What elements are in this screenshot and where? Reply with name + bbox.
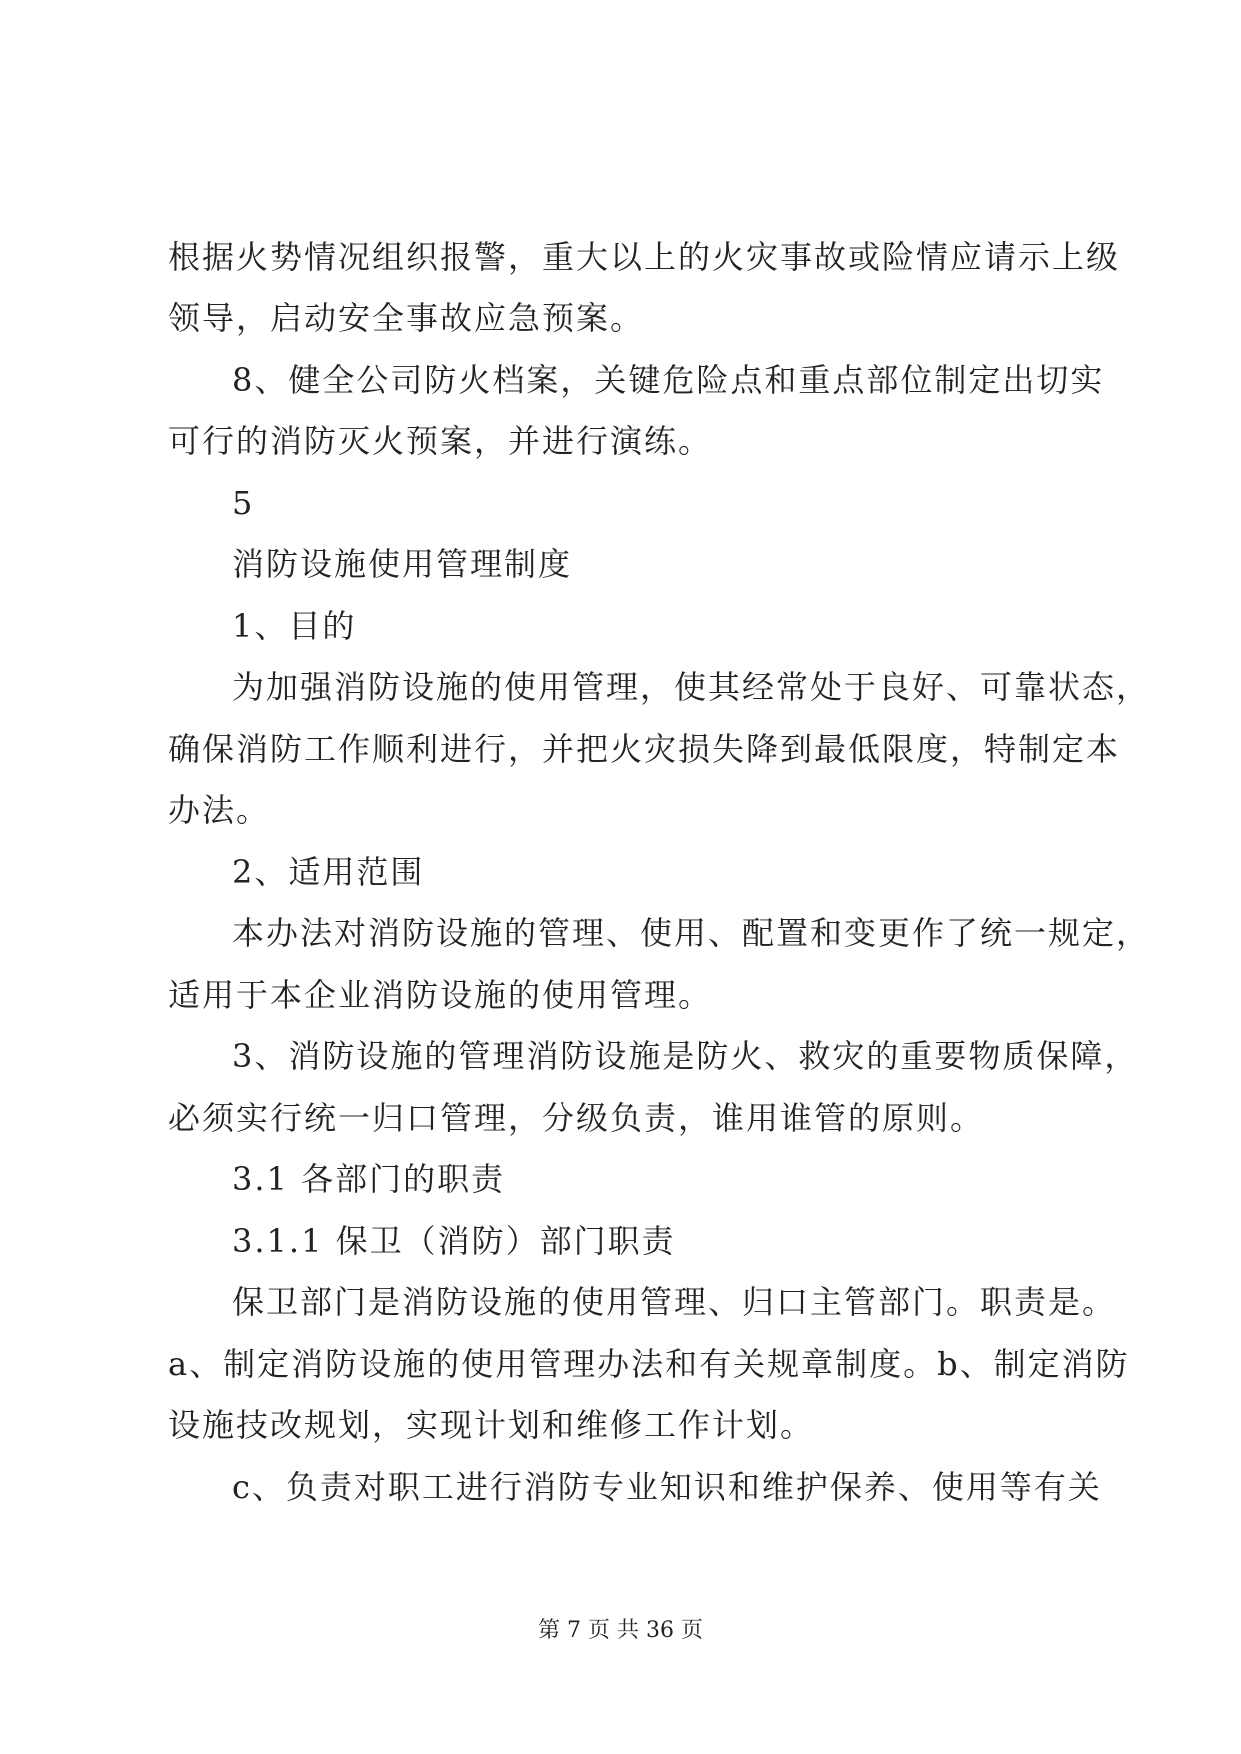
section-number: 5	[232, 484, 255, 522]
page-footer: 第 7 页 共 36 页	[538, 1618, 703, 1643]
subsection-heading: 1、目的	[232, 607, 357, 645]
paragraph-line: 办法。	[168, 791, 271, 829]
paragraph-line: a、制定消防设施的使用管理办法和有关规章制度。b、制定消防	[168, 1345, 1130, 1383]
subsection-heading: 3.1.1 保卫（消防）部门职责	[232, 1222, 676, 1260]
section-title: 消防设施使用管理制度	[232, 545, 573, 583]
paragraph-line: 适用于本企业消防设施的使用管理。	[168, 976, 713, 1014]
paragraph-line: 8、健全公司防火档案，关键危险点和重点部位制定出切实	[232, 361, 1105, 399]
paragraph-line: c、负责对职工进行消防专业知识和维护保养、使用等有关	[232, 1468, 1102, 1506]
subsection-heading: 2、适用范围	[232, 853, 425, 891]
paragraph-line: 领导，启动安全事故应急预案。	[168, 299, 645, 337]
paragraph-line: 为加强消防设施的使用管理，使其经常处于良好、可靠状态，	[232, 668, 1151, 706]
paragraph-line: 可行的消防灭火预案，并进行演练。	[168, 422, 713, 460]
paragraph-line: 确保消防工作顺利进行，并把火灾损失降到最低限度，特制定本	[168, 730, 1121, 768]
paragraph-line: 3、消防设施的管理消防设施是防火、救灾的重要物质保障，	[232, 1037, 1139, 1075]
subsection-heading: 3.1 各部门的职责	[232, 1160, 506, 1198]
paragraph-line: 保卫部门是消防设施的使用管理、归口主管部门。职责是。	[232, 1283, 1117, 1321]
paragraph-line: 本办法对消防设施的管理、使用、配置和变更作了统一规定，	[232, 914, 1151, 952]
paragraph-line: 必须实行统一归口管理，分级负责，谁用谁管的原则。	[168, 1099, 985, 1137]
paragraph-line: 设施技改规划，实现计划和维修工作计划。	[168, 1406, 815, 1444]
paragraph-line: 根据火势情况组织报警，重大以上的火灾事故或险情应请示上级	[168, 238, 1121, 276]
